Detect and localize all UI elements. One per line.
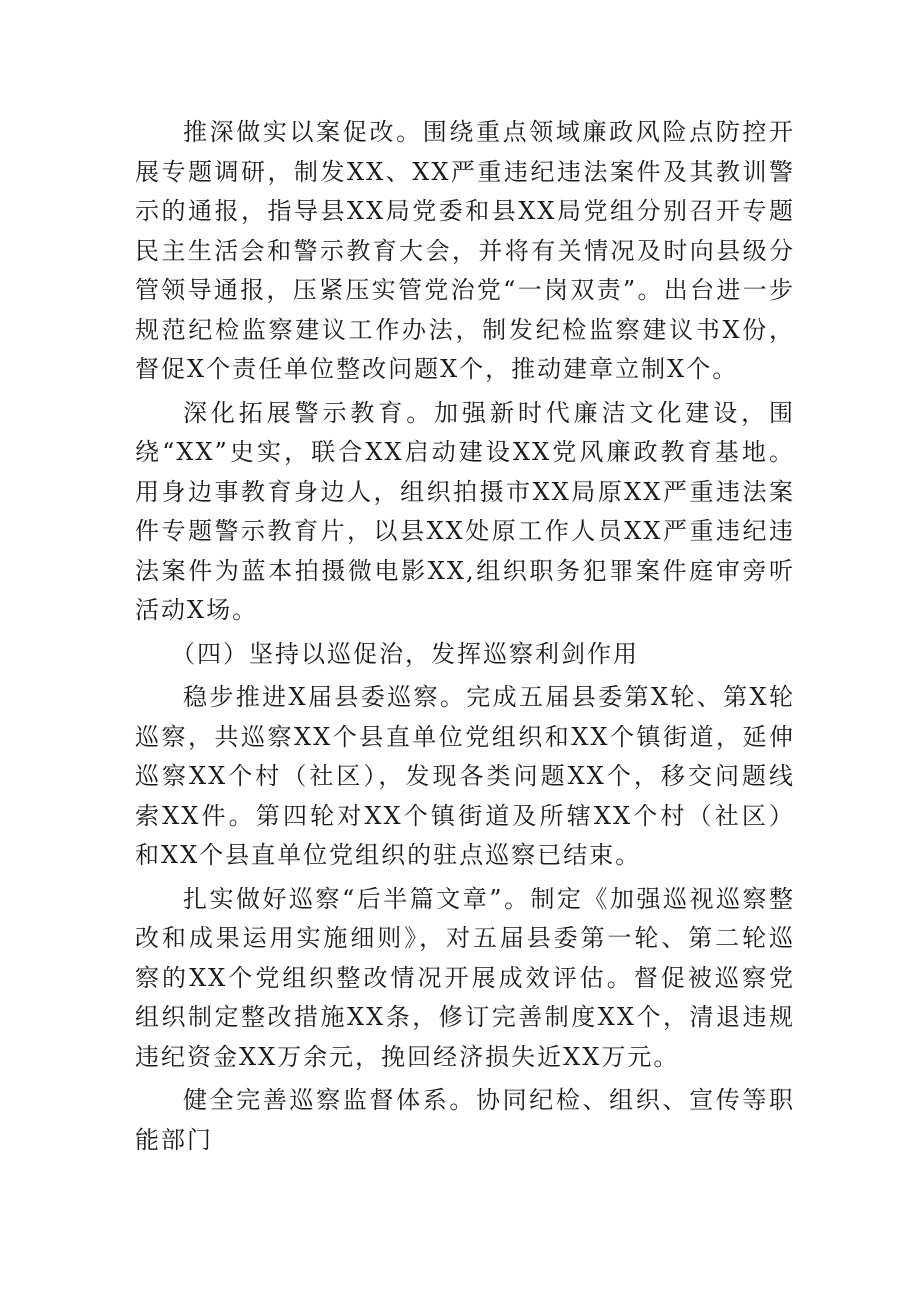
paragraph-county-inspection: 稳步推进X届县委巡察。完成五届县委第X轮、第X轮巡察，共巡察XX个县直单位党组织和XX个镇街道，延伸巡察XX个村（社区），发现各类问题XX个，移交问题线索XX件。第四轮对XX个镇街道及所辖XX个村（社区）和XX个县直单位党组织的驻点巡察已结束。 [135, 683, 795, 869]
paragraph-supervision-system: 健全完善巡察监督体系。协同纪检、组织、宣传等职能部门 [135, 1086, 795, 1154]
paragraph-case-reform: 推深做实以案促改。围绕重点领域廉政风险点防控开展专题调研，制发XX、XX严重违纪违法案件及其教训警示的通报，指导县XX局党委和县XX局党组分别召开专题民主生活会和警示教育大会，并将有关情况及时向县级分管领导通报，压紧压实管党治党“一岗双责”。出台进一步规范纪检监察建议工作办法，制发纪检监察建议书X份，督促X个责任单位整改问题X个，推动建章立制X个。 [135, 118, 795, 383]
document-body [135, 113, 795, 1164]
paragraph-warning-education: 深化拓展警示教育。加强新时代廉洁文化建设，围绕“XX”史实，联合XX启动建设XX党风廉政教育基地。用身边事教育身边人，组织拍摄市XX局原XX严重违法案件专题警示教育片，以县XX处原工作人员XX严重违纪违法案件为蓝本拍摄微电影XX,组织职务犯罪案件庭审旁听活动X场。 [135, 398, 795, 624]
section-heading-inspection: （四）坚持以巡促治，发挥巡察利剑作用 [171, 639, 639, 668]
paragraph-inspection-followup: 扎实做好巡察“后半篇文章”。制定《加强巡视巡察整改和成果运用实施细则》，对五届县委第一轮、第二轮巡察的XX个党组织整改情况开展成效评估。督促被巡察党组织制定整改措施XX条，修订完善制度XX个，清退违规违纪资金XX万余元，挽回经济损失近XX万元。 [135, 884, 795, 1071]
